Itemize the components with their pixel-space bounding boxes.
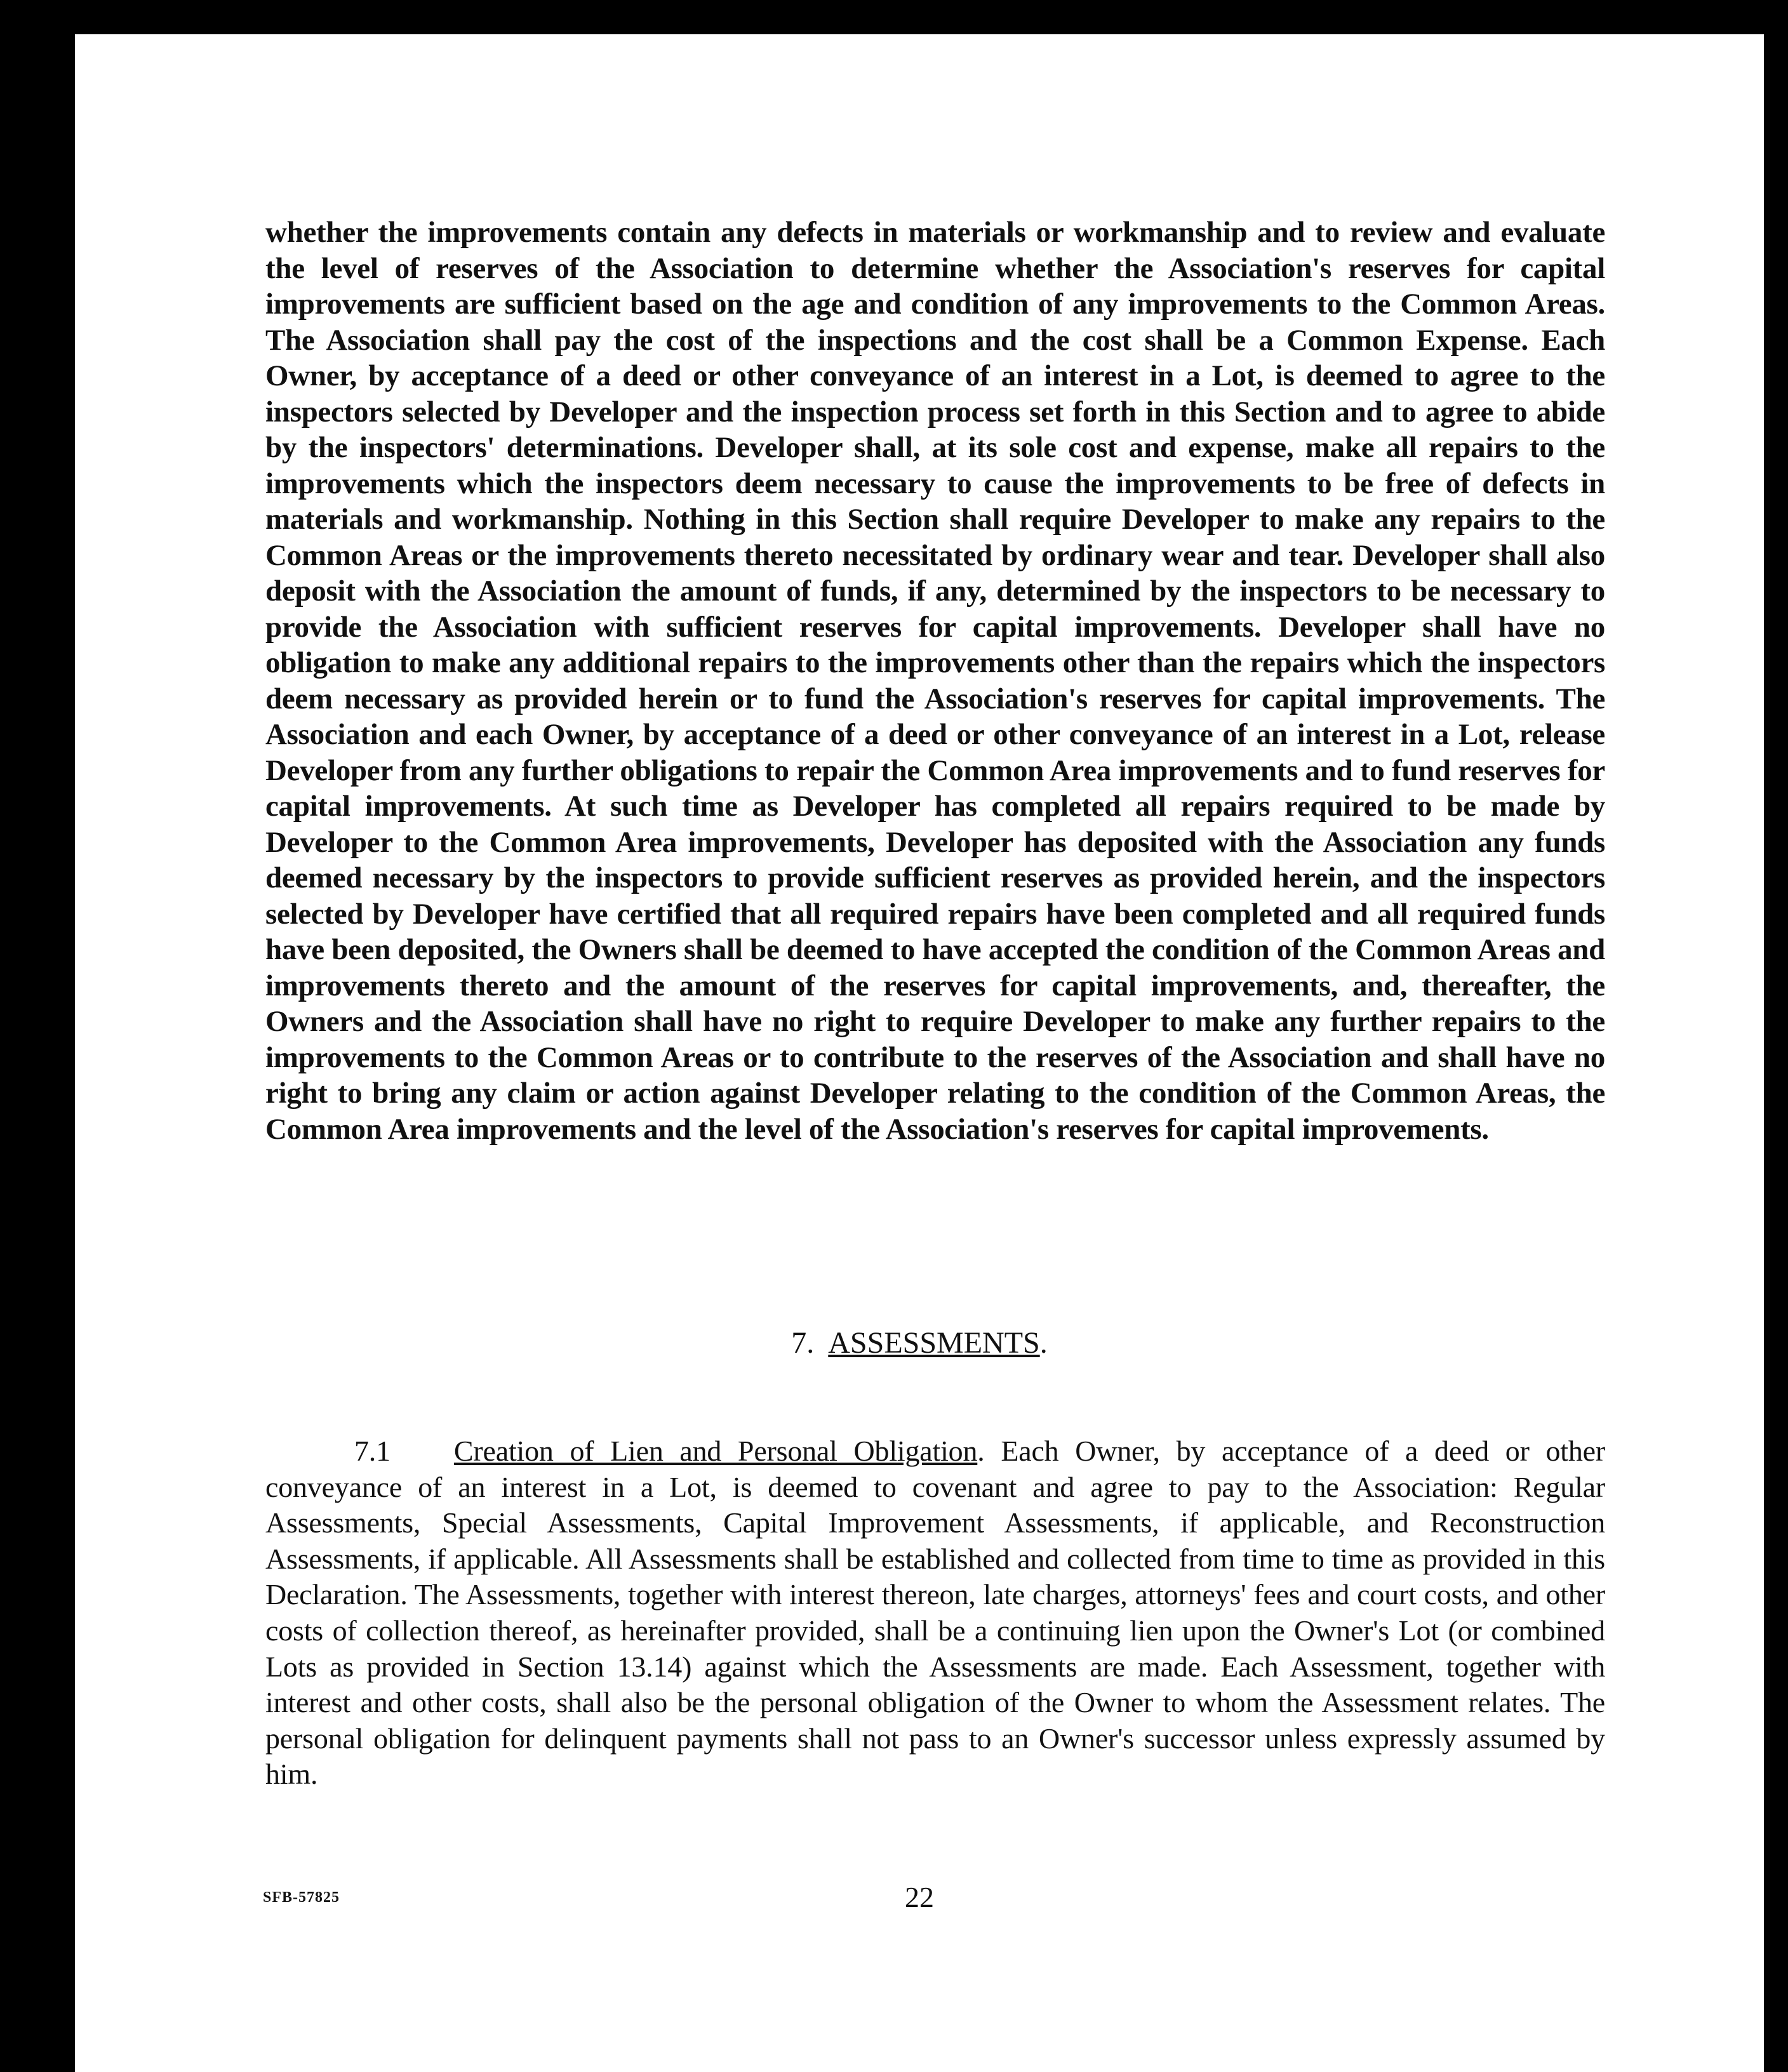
footer-document-code: SFB-57825 xyxy=(263,1889,340,1906)
paragraph-continuation: whether the improvements contain any defects in materials or workmanship and to review and evaluate the level of reserves of the Association to determine whether the Association's reserves for capital improvements are sufficient based on the age and condition of any improvements to the Common Areas. The Association shall pay the cost of the inspections and the cost shall be a Common Expense. Each Owner, by acceptance of a deed or other conveyance of an interest in a Lot, is deemed to agree to the inspectors selected by Developer and the inspection process set forth in this Section and to agree to abide by the inspectors' determinations. Developer shall, at its sole cost and expense, make all repairs to the improvements which the inspectors deem necessary to cause the improvements to be free of defects in materials and workmanship. Nothing in this Section shall require Developer to make any repairs to the Common Areas or the improvements thereto necessitated by ordinary wear and tear. Developer shall also deposit with the Association the amount of funds, if any, determined by the inspectors to be necessary to provide the Association with sufficient reserves for capital improvements. Developer shall have no obligation to make any additional repairs to the improvements other than the repairs which the inspectors deem necessary as provided herein or to fund the Association's reserves for capital improvements. The Association and each Owner, by acceptance of a deed or other conveyance of an interest in a Lot, release Developer from any further obligations to repair the Common Area improvements and to fund reserves for capital improvements. At such time as Developer has completed all repairs required to be made by Developer to the Common Area improvements, Developer has deposited with the Association any funds deemed necessary by the inspectors to provide sufficient reserves as provided herein, and the inspectors selected by Developer have certified that all required repairs have been completed and all required funds have been deposited, the Owners shall be deemed to have accepted the condition of the Common Areas and improvements thereto and the amount of the reserves for capital improvements, and, thereafter, the Owners and the Association shall have no right to require Developer to make any further repairs to the improvements to the Common Areas or to contribute to the reserves of the Association and shall have no right to bring any claim or action against Developer relating to the condition of the Common Areas, the Common Area improvements and the level of the Association's reserves for capital improvements. xyxy=(265,216,1605,1146)
section-heading xyxy=(75,1325,1764,1361)
subsection-title: Creation of Lien and Personal Obligation xyxy=(453,1435,978,1467)
page-number: 22 xyxy=(905,1881,934,1913)
subsection-paragraph xyxy=(265,1433,1605,1793)
document-page xyxy=(75,34,1764,2072)
subsection-title-period: . xyxy=(977,1435,985,1467)
section-number: 7. xyxy=(791,1326,815,1360)
section-title: ASSESSMENTS xyxy=(828,1326,1040,1360)
subsection-text: Each Owner, by acceptance of a deed or other conveyance of an interest in a Lot, is deemed to covenant and agree to pay to the Association: Regular Assessments, Special Assessments, Capital Improvement Assessments, if applicable, and Reconstruction Assessments, if applicable. All Assessments shall be established and collected from time to time as provided in this Declaration. The Assessments, together with interest thereon, late charges, attorneys' fees and court costs, and other costs of collection thereof, as hereinafter provided, shall be a continuing lien upon the Owner's Lot (or combined Lots as provided in Section 13.14) against which the Assessments are made. Each Assessment, together with interest and other costs, shall also be the personal obligation of the Owner to whom the Assessment relates. The personal obligation for delinquent payments shall not pass to an Owner's successor unless expressly assumed by him. xyxy=(265,1435,1605,1791)
subsection-number: 7.1 xyxy=(354,1435,390,1467)
section-title-period: . xyxy=(1039,1326,1048,1360)
